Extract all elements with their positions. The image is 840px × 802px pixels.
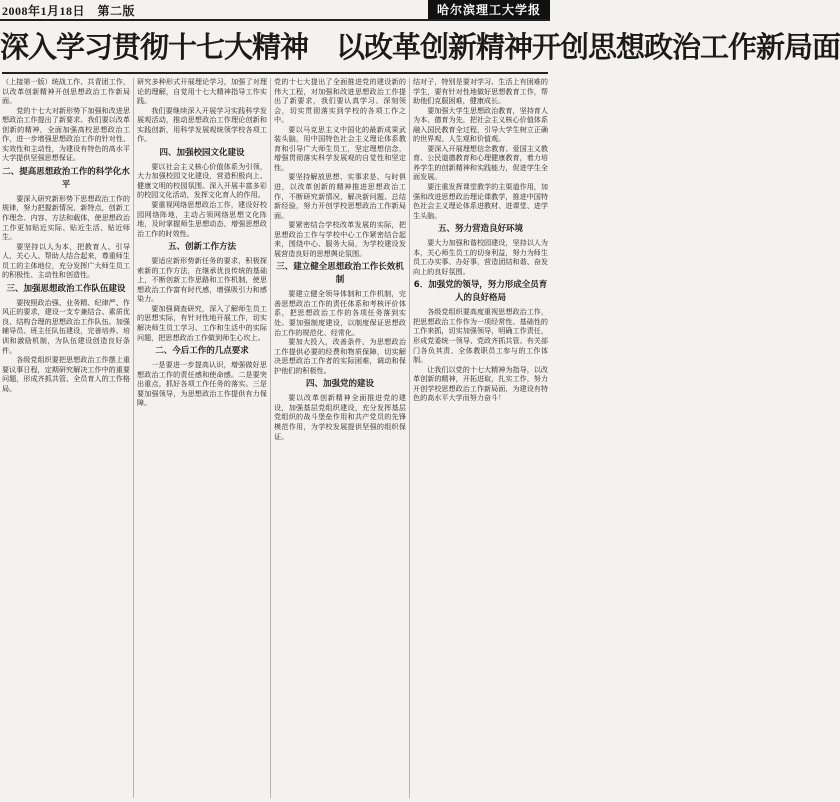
article-paragraph: 要注重发挥课堂教学的主渠道作用，加强和改进思想政治理论课教学，推进中国特色社会主义理论体系进教材、进课堂、进学生头脑。 <box>413 182 548 220</box>
article-paragraph: 要以社会主义核心价值体系为引领，大力加强校园文化建设，营造积极向上、健康文明的校园氛围。深入开展丰富多彩的校园文化活动，发挥文化育人的作用。 <box>137 161 267 200</box>
article-paragraph: 各级党组织要把思想政治工作摆上重要议事日程，定期研究解决工作中的重要问题，形成齐抓共管、全员育人的工作格局。 <box>2 355 130 393</box>
article-paragraph: 党的十七大对新形势下加强和改进思想政治工作提出了新要求。我们要以改革创新的精神，全面加强高校思想政治工作，进一步增强思想政治工作的针对性、实效性和主动性，为建设有特色的高水平大学提供坚强思想保证。 <box>2 105 130 163</box>
section-subheading: 6．加强党的领导，努力形成全员育人的良好格局 <box>413 280 548 304</box>
article-headline: 深入学习贯彻十七大精神 以改革创新精神开创思想政治工作新局面 <box>0 30 840 64</box>
newspaper-masthead: 哈尔滨理工大学报 <box>428 0 550 19</box>
article-paragraph: 要加强大学生思想政治教育，坚持育人为本、德育为先，把社会主义核心价值体系融入国民教育全过程，引导大学生树立正确的世界观、人生观和价值观。 <box>413 105 548 144</box>
article-paragraph: 要深入开展理想信念教育、爱国主义教育、公民道德教育和心理健康教育，着力培养学生的创新精神和实践能力，促进学生全面发展。 <box>413 143 548 182</box>
article-paragraph: 党的十七大提出了全面推进党的建设新的伟大工程，对加强和改进思想政治工作提出了新要求，我们要认真学习、深刻领会，切实贯彻落实到学校的各项工作之中。 <box>274 77 406 125</box>
section-subheading: 二、今后工作的几点要求 <box>155 346 249 357</box>
article-column-1 <box>2 77 130 799</box>
article-paragraph: 要以改革创新精神全面推进党的建设，加强基层党组织建设，充分发挥基层党组织的战斗堡垒作用和共产党员的先锋模范作用，为学校发展提供坚强的组织保证。 <box>274 393 406 441</box>
article-column-4 <box>413 77 548 799</box>
column-divider <box>270 78 271 798</box>
article-paragraph: 要加强调查研究，深入了解师生员工的思想实际，有针对性地开展工作，切实解决师生员工学习、工作和生活中的实际问题，把思想政治工作做到师生心坎上。 <box>137 303 267 342</box>
article-paragraph: 要大力加强和谐校园建设，坚持以人为本，关心师生员工的切身利益，努力为师生员工办实事、办好事，营造团结和谐、奋发向上的良好氛围。 <box>413 238 548 276</box>
section-subheading: 三、建立健全思想政治工作长效机制 <box>276 262 404 286</box>
section-subheading: 五、创新工作方法 <box>167 242 236 253</box>
section-subheading: 二、提高思想政治工作的科学化水平 <box>2 166 130 190</box>
article-paragraph: （上接第一版）统战工作、共青团工作，以改革创新精神开创思想政治工作新局面。 <box>2 77 130 106</box>
article-paragraph: 要坚持以人为本，把教育人、引导人、关心人、帮助人结合起来，尊重师生员工的主体地位，充分发挥广大师生员工的积极性、主动性和创造性。 <box>2 241 130 280</box>
article-paragraph: 要深入研究新形势下思想政治工作的规律，努力把握新情况、新特点，创新工作理念、内容、方法和载体，使思想政治工作更加贴近实际、贴近生活、贴近师生。 <box>2 193 130 242</box>
article-paragraph: 要建立健全领导体制和工作机制，完善思想政治工作的责任体系和考核评价体系，把思想政治工作的各项任务落到实处。要加强制度建设，以制度保证思想政治工作的规范化、经常化。 <box>274 289 406 337</box>
article-paragraph: 要坚持解放思想、实事求是、与时俱进，以改革创新的精神推进思想政治工作，不断研究新情况、解决新问题、总结新经验，努力开创学校思想政治工作新局面。 <box>274 172 406 220</box>
headline-rule <box>2 72 548 74</box>
article-paragraph: 研究多种形式开展理论学习，加强了对理论的理解，自觉用十七大精神指导工作实践。 <box>137 77 267 106</box>
article-paragraph: 一是要进一步提高认识，增强做好思想政治工作的责任感和使命感。二是要突出重点，抓好各项工作任务的落实。三是要加强领导，为思想政治工作提供有力保障。 <box>137 360 267 408</box>
article-paragraph: 要紧密结合学校改革发展的实际，把思想政治工作与学校中心工作紧密结合起来，围绕中心、服务大局，为学校建设发展营造良好的思想舆论氛围。 <box>274 220 406 258</box>
article-paragraph: 让我们以党的十七大精神为指导，以改革创新的精神，开拓进取，扎实工作，努力开创学校思想政治工作新局面，为建设有特色的高水平大学而努力奋斗！ <box>413 364 548 403</box>
section-subheading: 四、加强党的建设 <box>305 379 374 390</box>
section-subheading: 五、努力营造良好环境 <box>437 224 523 235</box>
article-paragraph: 要按照政治强、业务精、纪律严、作风正的要求，建设一支专兼结合、素质优良、结构合理的思想政治工作队伍。加强辅导员、班主任队伍建设，完善培养、培训和激励机制，为队伍建设创造良好条件。 <box>2 297 130 355</box>
section-subheading: 三、加强思想政治工作队伍建设 <box>6 283 126 294</box>
article-paragraph: 结对子，特别是要对学习、生活上有困难的学生，要有针对性地做好思想教育工作，帮助他们克服困难，健康成长。 <box>413 77 548 106</box>
article-paragraph: 要重视网络思想政治工作，建设好校园网络阵地，主动占领网络思想文化阵地，及时掌握师生思想动态，增强思想政治工作的时效性。 <box>137 200 267 238</box>
article-paragraph: 要以马克思主义中国化的最新成果武装头脑，用中国特色社会主义理论体系教育和引导广大师生员工，坚定理想信念，增强贯彻落实科学发展观的自觉性和坚定性。 <box>274 124 406 172</box>
page-header <box>0 0 550 21</box>
article-paragraph: 要加大投入，改善条件，为思想政治工作提供必要的经费和物质保障，切实解决思想政治工作者的实际困难，调动和保护他们的积极性。 <box>274 337 406 375</box>
article-paragraph: 我们要继续深入开展学习实践科学发展观活动，推动思想政治工作理论创新和实践创新，用科学发展观统领学校各项工作。 <box>137 105 267 144</box>
article-column-3 <box>274 77 406 799</box>
section-subheading: 四、加强校园文化建设 <box>159 147 245 158</box>
article-paragraph: 要适应新形势新任务的要求，积极探索新的工作方法，在继承优良传统的基础上，不断创新工作思路和工作机制，使思想政治工作富有时代感，增强吸引力和感染力。 <box>137 256 267 304</box>
column-divider <box>409 78 410 798</box>
column-divider <box>133 78 134 798</box>
article-column-2 <box>137 77 267 799</box>
issue-date: 2008年1月18日 第二版 <box>2 4 136 18</box>
article-paragraph: 各级党组织要高度重视思想政治工作，把思想政治工作作为一项经常性、基础性的工作来抓，切实加强领导，明确工作责任，形成党委统一领导、党政齐抓共管、有关部门各负其责、全体教职员工参与的工作体制。 <box>413 307 548 365</box>
